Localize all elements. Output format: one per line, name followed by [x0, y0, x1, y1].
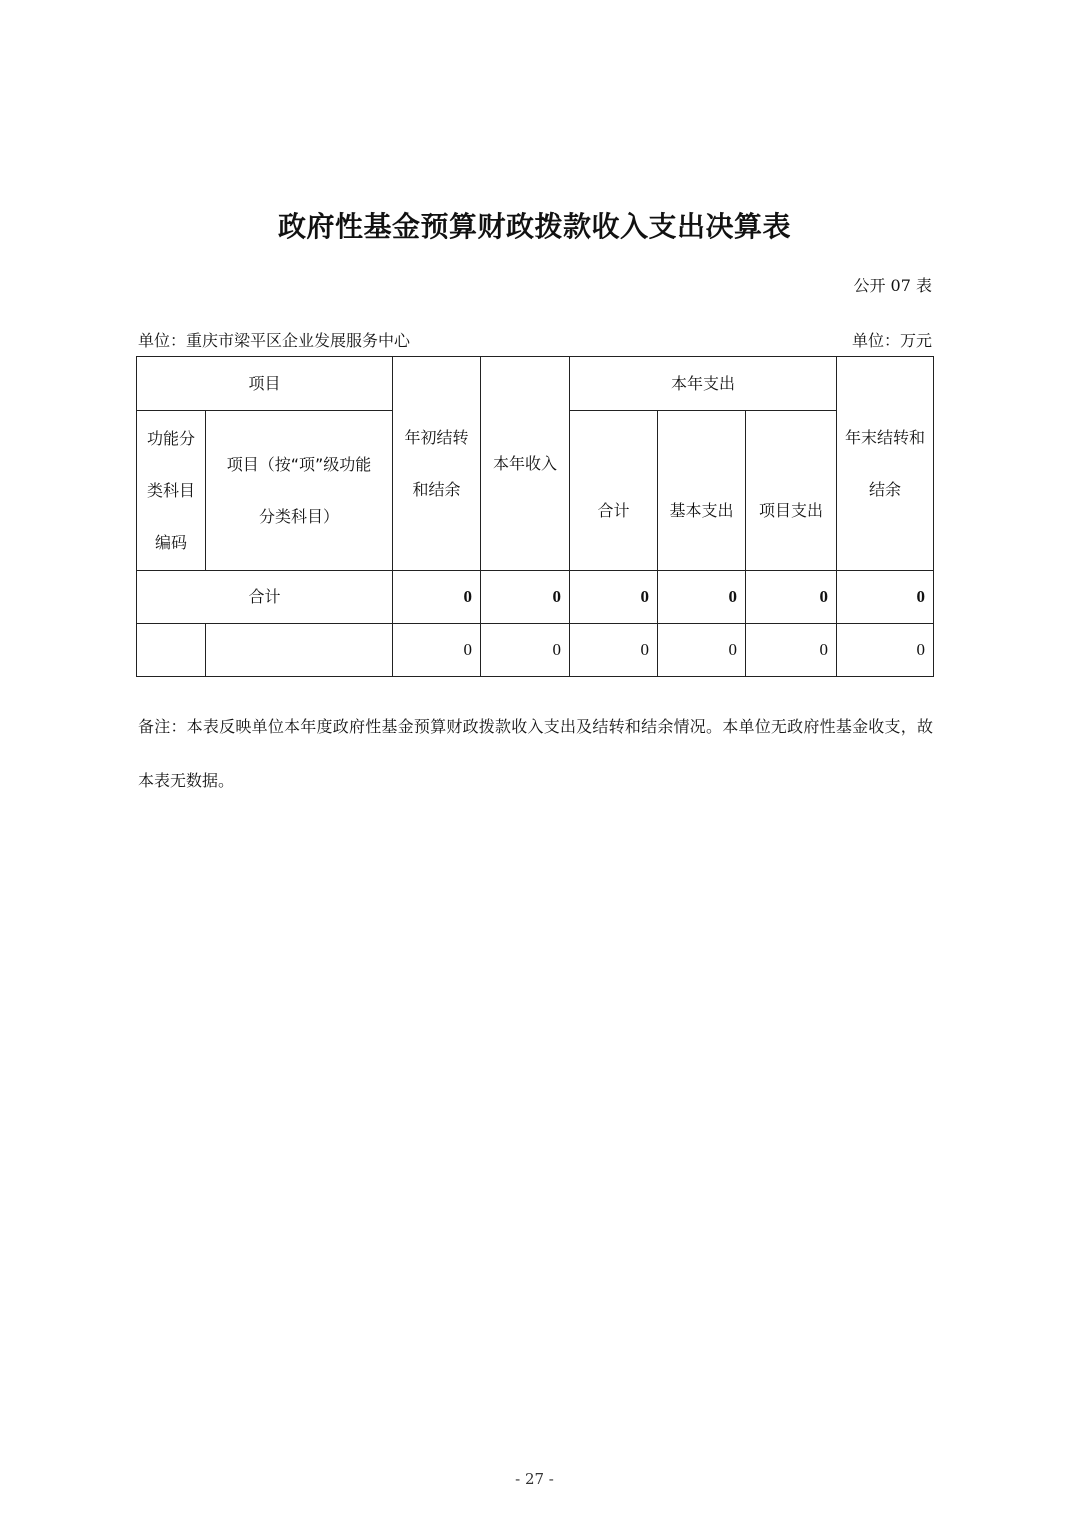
row-expense-project: 0 [746, 624, 837, 677]
header-expense-group: 本年支出 [570, 357, 837, 411]
total-expense-total: 0 [570, 571, 658, 624]
total-row [137, 571, 934, 624]
header-opening-balance [393, 357, 481, 571]
total-expense-basic: 0 [658, 571, 746, 624]
header-closing-balance [837, 357, 934, 571]
document-title: 政府性基金预算财政拨款收入支出决算表 [277, 210, 791, 243]
row-item-name [206, 624, 393, 677]
budget-table [136, 356, 934, 677]
unit-organization: 单位：重庆市梁平区企业发展服务中心 [138, 331, 411, 350]
total-closing-balance: 0 [837, 571, 934, 624]
total-label: 合计 [137, 571, 393, 624]
total-expense-project: 0 [746, 571, 837, 624]
header-expense-project: 项目支出 [746, 411, 837, 571]
header-project-group: 项目 [137, 357, 393, 411]
row-opening-balance: 0 [393, 624, 481, 677]
total-opening-balance: 0 [393, 571, 481, 624]
table-note: 备注：本表反映单位本年度政府性基金预算财政拨款收入支出及结转和结余情况。本单位无政府性基金收支，故本表无数据。 [138, 717, 933, 790]
table-number: 公开 07 表 [853, 276, 932, 295]
unit-currency: 单位：万元 [851, 331, 932, 350]
page-number: - 27 - [515, 1470, 554, 1488]
header-item-name [206, 411, 393, 571]
header-income: 本年收入 [481, 357, 570, 571]
row-expense-basic: 0 [658, 624, 746, 677]
header-closing-balance-line1: 年末结转和 [845, 427, 926, 447]
row-expense-total: 0 [570, 624, 658, 677]
total-income: 0 [481, 571, 570, 624]
header-opening-balance-line1: 年初结转 [404, 427, 469, 447]
header-closing-balance-line2: 结余 [869, 479, 902, 499]
header-func-code [137, 411, 206, 571]
header-func-code-line1: 功能分 [146, 428, 195, 448]
header-opening-balance-line2: 和结余 [412, 479, 461, 499]
header-item-name-line1: 项目（按“项”级功能 [226, 454, 372, 474]
table-row [137, 624, 934, 677]
row-func-code [137, 624, 206, 677]
header-expense-basic: 基本支出 [658, 411, 746, 571]
header-item-name-line2: 分类科目） [259, 506, 340, 526]
row-income: 0 [481, 624, 570, 677]
header-func-code-line2: 类科目 [146, 480, 195, 500]
row-closing-balance: 0 [837, 624, 934, 677]
header-expense-total: 合计 [570, 411, 658, 571]
header-func-code-line3: 编码 [154, 532, 187, 552]
